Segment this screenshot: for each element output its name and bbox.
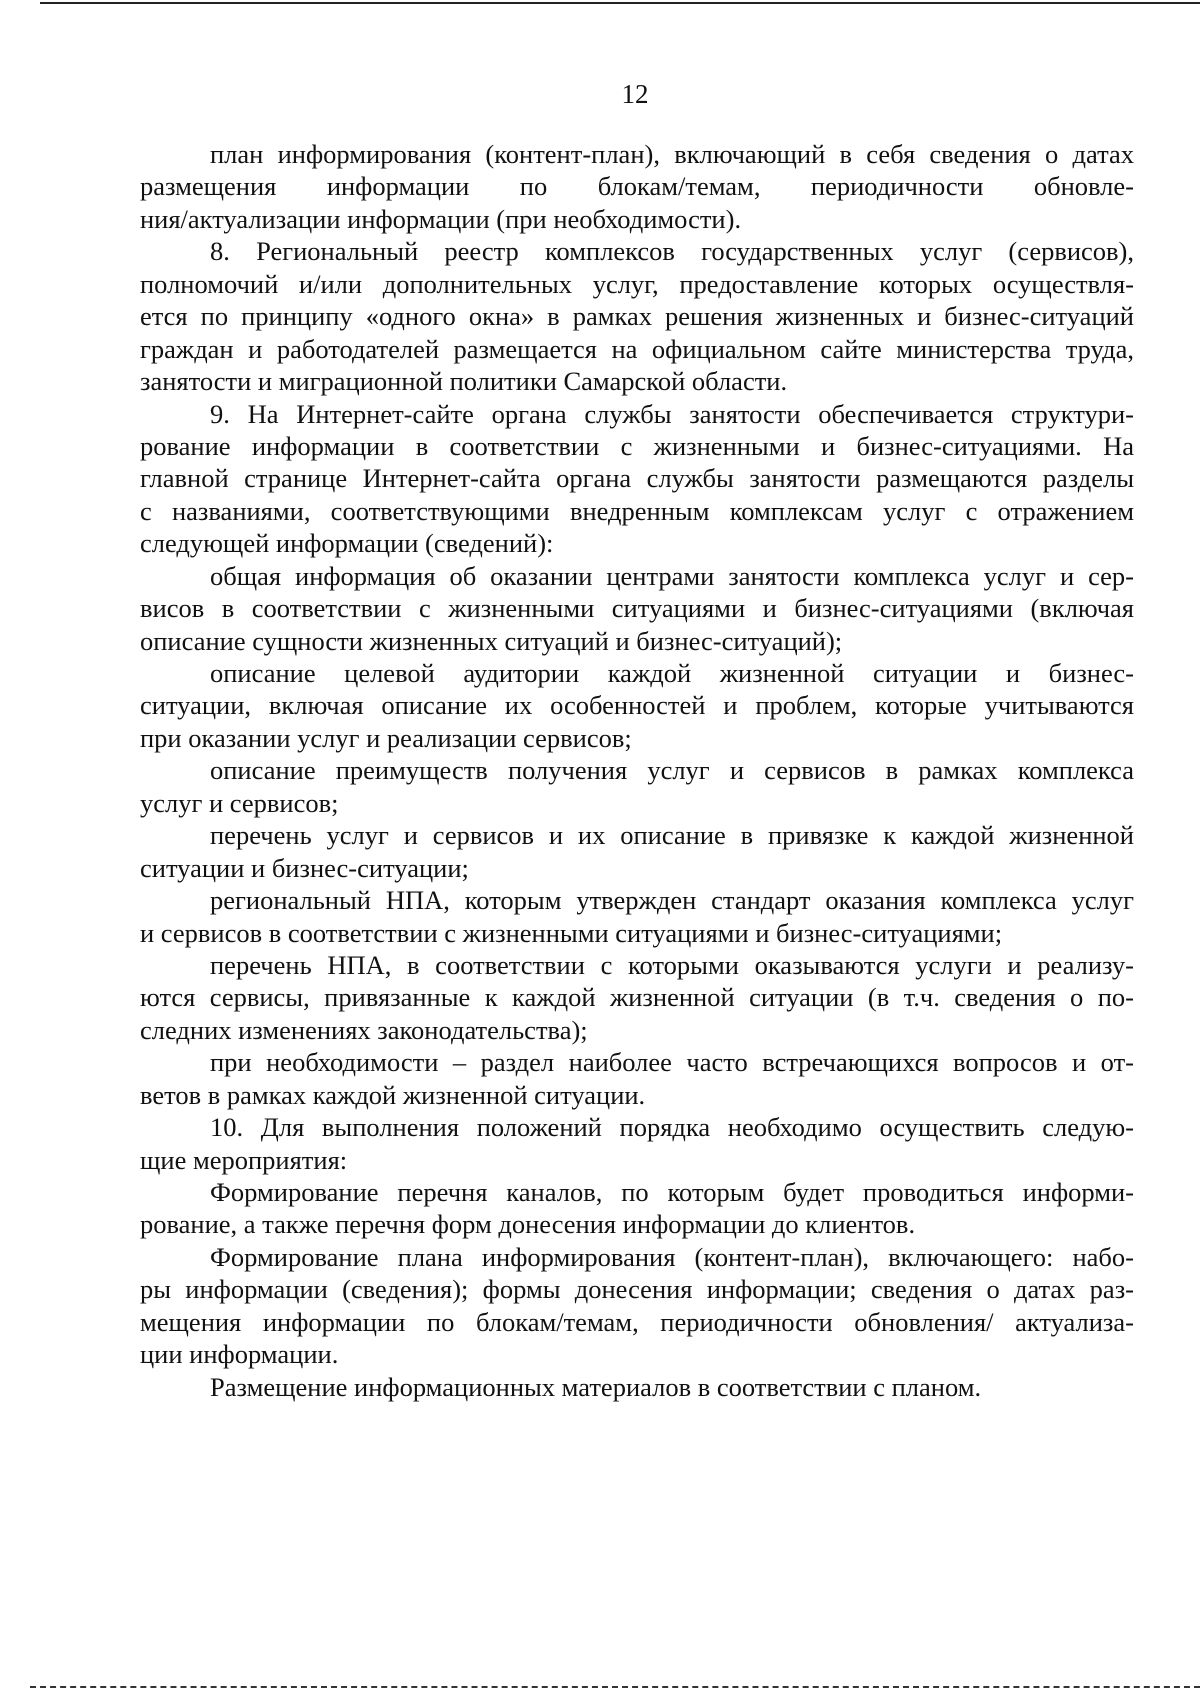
text-line: 9. На Интернет-сайте органа службы занятости обеспечивается структури- [210,398,1134,429]
text-line: 10. Для выполнения положений порядка необходимо осуществить следую- [210,1112,1134,1143]
text-line: ситуации и бизнес-ситуации; [140,852,469,883]
text-line: перечень НПА, в соответствии с которыми оказываются услуги и реализу- [210,949,1134,980]
text-line: главной странице Интернет-сайта органа службы занятости размещаются разделы [140,463,1134,494]
scan-edge-bottom [30,1686,1200,1688]
text-line: описание целевой аудитории каждой жизненной ситуации и бизнес- [210,658,1134,688]
text-line: размещения информации по блокам/темам, периодичности обновле- [140,171,1134,202]
text-line: ситуации, включая описание их особенностей и проблем, которые учитываются [140,690,1134,721]
text-line: перечень услуг и сервисов и их описание в привязке к каждой жизненной [210,820,1134,851]
text-line: полномочий и/или дополнительных услуг, предоставление которых осуществля- [140,268,1134,299]
text-line: ции информации. [140,1339,339,1370]
text-line: ры информации (сведения); формы донесения информации; сведения о датах раз- [140,1274,1134,1305]
text-line: 8. Региональный реестр комплексов государственных услуг (сервисов), [210,236,1134,267]
text-line: описание сущности жизненных ситуаций и бизнес-ситуаций); [140,625,843,656]
document-body [140,138,1134,1403]
text-line: щие мероприятия: [140,1144,348,1175]
text-line: услуг и сервисов; [140,787,339,818]
text-line: граждан и работодателей размещается на официальном сайте министерства труда, [140,333,1134,364]
text-line: следних изменениях законодательства); [140,1014,588,1045]
text-line: висов в соответствии с жизненными ситуациями и бизнес-ситуациями (включая [140,593,1134,624]
scan-edge-top [40,2,1200,4]
text-line: общая информация об оказании центрами занятости комплекса услуг и сер- [210,560,1134,591]
text-line: следующей информации (сведений): [140,528,554,559]
page-number: 12 [621,79,649,109]
text-line: рование, а также перечня форм донесения информации до клиентов. [140,1209,916,1240]
text-line: при оказании услуг и реализации сервисов; [140,722,632,753]
text-line: ветов в рамках каждой жизненной ситуации. [140,1079,646,1110]
text-line: ются сервисы, привязанные к каждой жизненной ситуации (в т.ч. сведения о по- [140,982,1134,1013]
text-line: Размещение информационных материалов в соответствии с планом. [210,1371,982,1402]
text-line: ется по принципу «одного окна» в рамках решения жизненных и бизнес-ситуаций [140,301,1134,332]
text-line: мещения информации по блокам/темам, периодичности обновления/ актуализа- [140,1306,1134,1337]
text-line: рование информации в соответствии с жизненными и бизнес-ситуациями. На [140,430,1134,461]
text-line: и сервисов в соответствии с жизненными ситуациями и бизнес-ситуациями; [140,917,1003,948]
text-line: ния/актуализации информации (при необходимости). [140,203,742,234]
text-line: Формирование плана информирования (контент-план), включающего: набо- [210,1241,1134,1272]
text-line: при необходимости – раздел наиболее часто встречающихся вопросов и от- [210,1047,1134,1078]
text-line: план информирования (контент-план), включающий в себя сведения о датах [210,139,1134,169]
text-line: Формирование перечня каналов, по которым будет проводиться информи- [210,1177,1134,1207]
text-line: с названиями, соответствующими внедренным комплексам услуг с отражением [140,495,1134,526]
text-line: занятости и миграционной политики Самарской области. [140,366,788,397]
text-line: региональный НПА, которым утвержден стандарт оказания комплекса услуг [210,885,1134,916]
text-line: описание преимуществ получения услуг и сервисов в рамках комплекса [210,755,1134,786]
